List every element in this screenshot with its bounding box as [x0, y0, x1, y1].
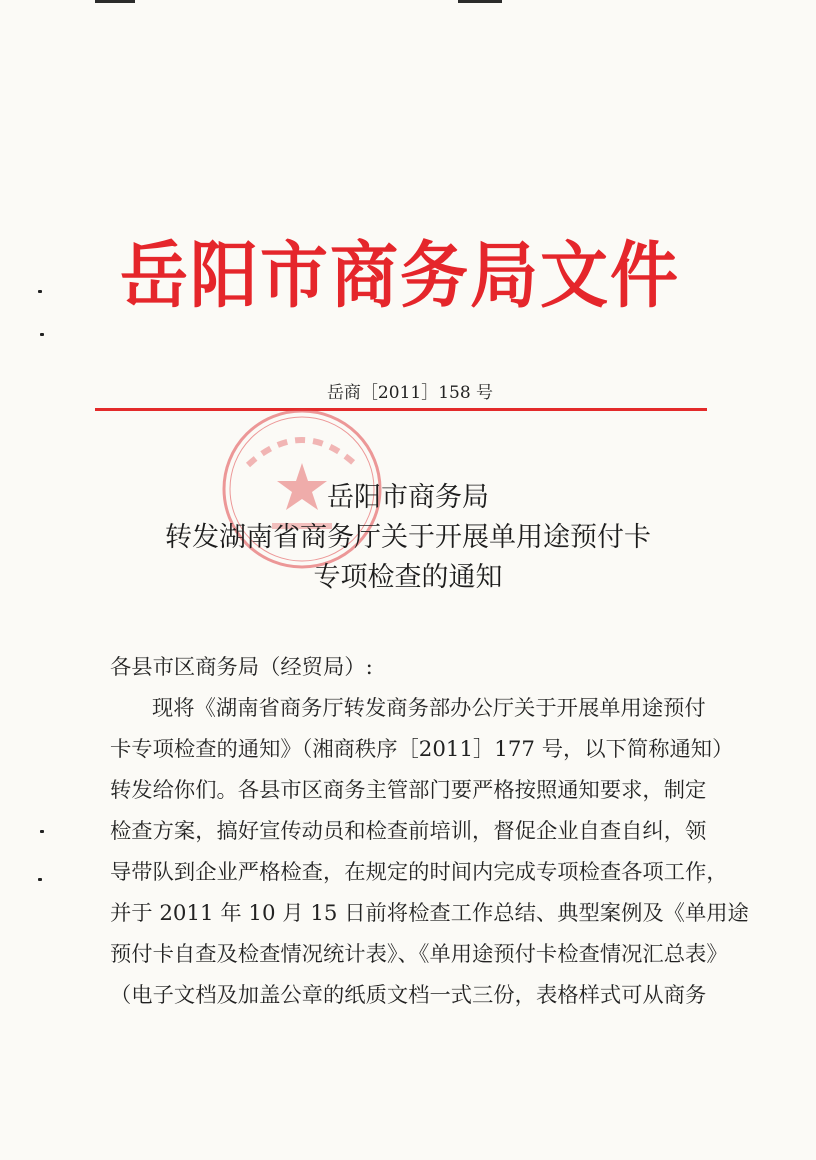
- body-line: 现将《湖南省商务厅转发商务部办公厅关于开展单用途预付: [152, 696, 706, 721]
- document-header-title: 岳阳市商务局文件: [120, 233, 681, 319]
- scan-speck: [40, 333, 44, 336]
- addressee: 各县市区商务局（经贸局）:: [110, 655, 373, 680]
- body-line: 卡专项检查的通知》（湘商秩序［2011］177 号，以下简称通知）: [110, 737, 734, 762]
- scan-edge-mark: [95, 0, 135, 3]
- document-number: 岳商［2011］158 号: [326, 383, 494, 403]
- body-line: 检查方案，搞好宣传动员和检查前培训，督促企业自查自纠，领: [110, 819, 707, 844]
- scan-speck: [40, 830, 44, 833]
- notice-title: [100, 478, 716, 598]
- scan-speck: [38, 878, 42, 881]
- notice-title-line-1: 岳阳市商务局: [327, 482, 489, 513]
- body-line: 导带队到企业严格检查，在规定的时间内完成专项检查各项工作，: [110, 860, 728, 885]
- notice-body: [110, 647, 750, 1016]
- body-line: 并于 2011 年 10 月 15 日前将检查工作总结、典型案例及《单用途: [110, 901, 749, 926]
- scan-edge-mark: [458, 0, 502, 3]
- notice-title-line-2: 转发湖南省商务厅关于开展单用途预付卡: [165, 522, 651, 553]
- body-line: （电子文档及加盖公章的纸质文档一式三份，表格样式可从商务: [110, 983, 707, 1008]
- notice-title-line-3: 专项检查的通知: [313, 562, 503, 593]
- body-line: 转发给你们。各县市区商务主管部门要严格按照通知要求，制定: [110, 778, 707, 803]
- header-divider-rule: [95, 408, 707, 411]
- body-line: 预付卡自查及检查情况统计表》、《单用途预付卡检查情况汇总表》: [110, 942, 728, 967]
- scan-speck: [38, 290, 42, 293]
